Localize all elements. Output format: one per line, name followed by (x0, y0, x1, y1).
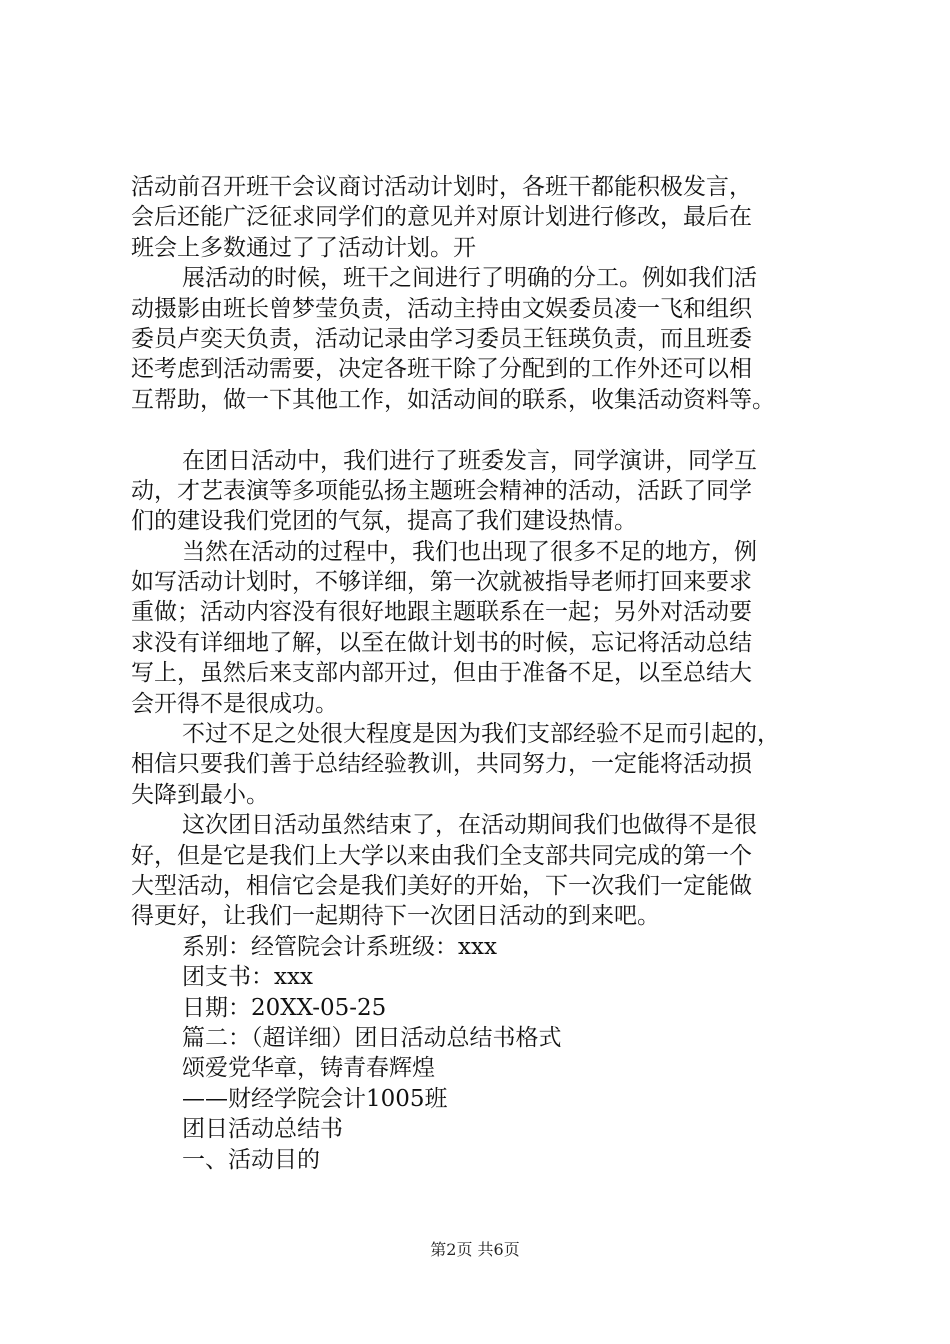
text-line: 相信只要我们善于总结经验教训，共同努力，一定能将活动损 (131, 751, 752, 778)
text-line: 班会上多数通过了了活动计划。开 (131, 234, 476, 261)
text-line: 在团日活动中，我们进行了班委发言，同学演讲，同学互 (182, 447, 757, 474)
text-line: 重做；活动内容没有很好地跟主题联系在一起；另外对活动要 (131, 599, 752, 626)
text-line: 动摄影由班长曾梦莹负责，活动主持由文娱委员凌一飞和组织 (131, 295, 752, 322)
text-line: 会开得不是很成功。 (131, 690, 338, 717)
section-heading: 篇二：（超详细）团日活动总结书格式 (182, 1024, 562, 1051)
department-line: 系别：经管院会计系班级：xxx (182, 933, 497, 960)
document-body (131, 172, 831, 1175)
text-line: 不过不足之处很大程度是因为我们支部经验不足而引起的， (182, 721, 780, 748)
text-line: 如写活动计划时，不够详细，第一次就被指导老师打回来要求 (131, 569, 752, 596)
text-line: 还考虑到活动需要，决定各班干除了分配到的工作外还可以相 (131, 356, 752, 383)
text-line: 会后还能广泛征求同学们的意见并对原计划进行修改，最后在 (131, 204, 752, 231)
secretary-line: 团支书：xxx (182, 964, 313, 991)
text-line: 失降到最小。 (131, 781, 269, 808)
text-line: 得更好，让我们一起期待下一次团日活动的到来吧。 (131, 903, 660, 930)
text-line: 委员卢奕天负责，活动记录由学习委员王钰瑛负责，而且班委 (131, 325, 752, 352)
section-heading-purpose: 一、活动目的 (182, 1146, 320, 1173)
text-line: 展活动的时候，班干之间进行了明确的分工。例如我们活 (182, 265, 757, 292)
text-line: 互帮助，做一下其他工作，如活动间的联系，收集活动资料等。 (131, 386, 775, 413)
document-title: 颂爱党华章，铸青春辉煌 (182, 1055, 435, 1082)
text-line: 活动前召开班干会议商讨活动计划时，各班干都能积极发言， (131, 174, 752, 200)
text-line: 大型活动，相信它会是我们美好的开始，下一次我们一定能做 (131, 872, 752, 899)
text-line: 写上，虽然后来支部内部开过，但由于准备不足，以至总结大 (131, 660, 752, 687)
text-line: 好，但是它是我们上大学以来由我们全支部共同完成的第一个 (131, 842, 752, 869)
text-line: 求没有详细地了解，以至在做计划书的时候，忘记将活动总结 (131, 629, 752, 656)
document-subtitle: ——财经学院会计1005班 (182, 1085, 448, 1112)
text-line: 当然在活动的过程中，我们也出现了很多不足的地方，例 (182, 538, 757, 565)
text-line: 动，才艺表演等多项能弘扬主题班会精神的活动，活跃了同学 (131, 477, 752, 504)
page-footer: 第2页 共6页 (430, 1240, 520, 1259)
text-line: 们的建设我们党团的气氛，提高了我们建设热情。 (131, 508, 637, 535)
blank-line (131, 415, 831, 445)
date-line: 日期：20XX-05-25 (182, 994, 387, 1021)
summary-heading: 团日活动总结书 (182, 1116, 343, 1143)
text-line: 这次团日活动虽然结束了，在活动期间我们也做得不是很 (182, 812, 757, 839)
